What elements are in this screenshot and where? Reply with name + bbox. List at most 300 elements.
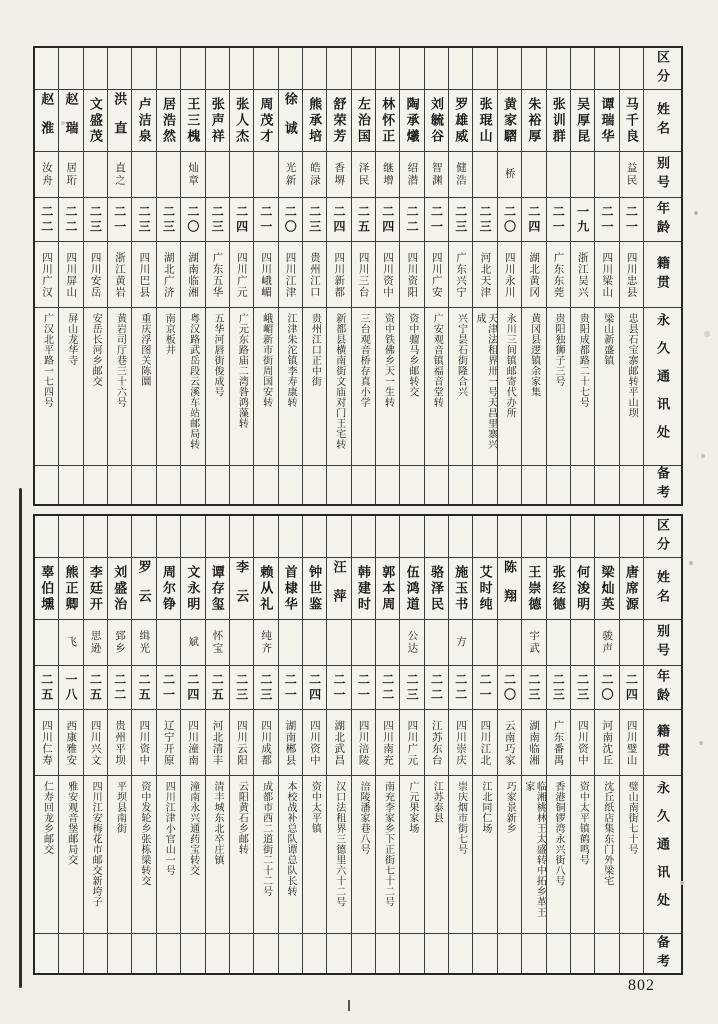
- age-cell: [108, 198, 131, 242]
- name-text: 艾时纯: [477, 564, 493, 613]
- address-cell: [473, 308, 496, 466]
- age-cell: [157, 666, 180, 710]
- alias-text: 光新: [284, 162, 297, 187]
- origin-text: 四川成都: [260, 719, 273, 766]
- notes-cell: [59, 934, 82, 973]
- age-cell: [84, 666, 107, 710]
- notes-cell: [157, 466, 180, 504]
- age-cell: [230, 666, 253, 710]
- address-text: 清丰城东北卒庄镇: [211, 781, 223, 865]
- age-cell: [352, 198, 375, 242]
- name-text: 韩建时: [355, 564, 371, 613]
- age-text: 二四: [526, 204, 541, 235]
- header-column: [643, 516, 681, 973]
- alias-text: 绍潜: [406, 162, 419, 187]
- entry-column: [619, 516, 643, 973]
- age-cell: [352, 666, 375, 710]
- notes-cell: [35, 466, 58, 504]
- name-cell: [303, 90, 326, 152]
- address-cell: [108, 308, 131, 466]
- alias-cell: [254, 152, 277, 198]
- address-cell: [327, 308, 350, 466]
- crease-mark: [348, 1000, 350, 1011]
- origin-cell: [230, 710, 253, 776]
- name-cell: [84, 90, 107, 152]
- category-cell: [132, 48, 155, 90]
- origin-text: 湖南郴县: [284, 719, 297, 766]
- name-text: 周尔铮: [160, 564, 176, 613]
- entry-column: [156, 516, 180, 973]
- age-text: 二四: [332, 204, 346, 235]
- header-cell-category: [644, 48, 681, 90]
- origin-text: 四川新都: [333, 251, 346, 298]
- address-text: 本校战补总队谭总队长转: [285, 781, 297, 897]
- address-text: 仁寿回龙乡邮交: [41, 781, 53, 855]
- address-cell: [279, 308, 302, 466]
- address-cell: [230, 308, 253, 466]
- name-cell: [595, 90, 618, 152]
- origin-cell: [303, 710, 326, 776]
- age-text: 二二: [405, 204, 420, 235]
- category-cell: [327, 516, 350, 558]
- alias-cell: [303, 620, 326, 666]
- origin-cell: [35, 710, 58, 776]
- alias-text: 智渊: [430, 162, 443, 187]
- alias-cell: [376, 152, 399, 198]
- alias-cell: [352, 152, 375, 198]
- address-text: 雅安观音堡邮局交: [65, 781, 77, 865]
- alias-cell: [400, 152, 423, 198]
- age-text: 二一: [624, 204, 639, 235]
- entry-column: [278, 516, 302, 973]
- alias-cell: [449, 620, 472, 666]
- address-text: 重庆浮图关陈圜: [138, 313, 150, 387]
- origin-text: 四川南充: [381, 719, 394, 766]
- origin-cell: [522, 710, 545, 776]
- category-cell: [425, 516, 448, 558]
- alias-cell: [84, 152, 107, 198]
- address-text: 屏山龙华寺: [65, 313, 77, 366]
- name-text: 郭本周: [380, 564, 396, 613]
- age-text: 二二: [112, 672, 127, 703]
- name-text: 刘盛治: [112, 564, 128, 613]
- age-cell: [425, 198, 448, 242]
- address-cell: [84, 308, 107, 466]
- age-cell: [449, 666, 472, 710]
- category-cell: [352, 516, 375, 558]
- origin-cell: [376, 242, 399, 308]
- age-text: 二三: [161, 204, 176, 235]
- notes-cell: [595, 466, 618, 504]
- notes-cell: [279, 934, 302, 973]
- name-cell: [230, 90, 253, 152]
- notes-cell: [376, 466, 399, 504]
- notes-cell: [84, 466, 107, 504]
- origin-cell: [84, 710, 107, 776]
- address-cell: [84, 776, 107, 934]
- alias-text: 汝舟: [40, 162, 53, 187]
- address-cell: [571, 776, 594, 934]
- age-cell: [327, 198, 350, 242]
- age-text: 二一: [332, 672, 346, 703]
- alias-text: 骏声: [601, 630, 614, 655]
- name-cell: [206, 90, 229, 152]
- age-cell: [400, 666, 423, 710]
- category-cell: [59, 516, 82, 558]
- alias-text: 纯齐: [260, 630, 273, 655]
- origin-cell: [498, 242, 521, 308]
- alias-text: 泽民: [357, 162, 370, 187]
- origin-text: 贵州平坝: [114, 719, 127, 766]
- alias-cell: [279, 620, 302, 666]
- name-text: 王崇德: [526, 564, 542, 613]
- address-cell: [157, 308, 180, 466]
- header-cell-origin: [644, 710, 681, 776]
- entry-column: [326, 48, 350, 504]
- name-text: 李云: [234, 559, 250, 618]
- origin-text: 广东番禺: [552, 719, 565, 766]
- name-text: 陶承爔: [404, 96, 420, 145]
- origin-cell: [571, 710, 594, 776]
- name-text: 黄家騽: [502, 96, 518, 145]
- age-text: 二五: [210, 672, 225, 703]
- name-text: 左治国: [355, 96, 371, 145]
- name-cell: [35, 90, 58, 152]
- name-cell: [108, 558, 131, 620]
- category-cell: [449, 48, 472, 90]
- category-cell: [303, 516, 326, 558]
- category-cell: [181, 48, 204, 90]
- age-text: 二一: [599, 204, 614, 235]
- origin-cell: [400, 710, 423, 776]
- origin-cell: [620, 710, 643, 776]
- name-cell: [449, 90, 472, 152]
- address-cell: [498, 308, 521, 466]
- address-cell: [571, 308, 594, 466]
- entry-column: [472, 516, 496, 973]
- category-cell: [376, 516, 399, 558]
- age-cell: [157, 198, 180, 242]
- age-cell: [473, 666, 496, 710]
- alias-cell: [547, 620, 570, 666]
- category-cell: [84, 516, 107, 558]
- category-cell: [230, 516, 253, 558]
- entry-column: [497, 48, 521, 504]
- notes-cell: [425, 934, 448, 973]
- address-cell: [595, 308, 618, 466]
- category-cell: [157, 48, 180, 90]
- header-cell-notes: [644, 934, 681, 973]
- origin-cell: [400, 242, 423, 308]
- origin-cell: [522, 242, 545, 308]
- notes-cell: [59, 466, 82, 504]
- header-cell-origin: [644, 242, 681, 308]
- address-cell: [522, 776, 545, 934]
- address-cell: [595, 776, 618, 934]
- notes-cell: [400, 466, 423, 504]
- category-cell: [132, 516, 155, 558]
- name-text: 陈翔: [502, 559, 518, 618]
- age-text: 二三: [478, 204, 493, 235]
- origin-cell: [108, 710, 131, 776]
- category-cell: [108, 516, 131, 558]
- category-cell: [254, 48, 277, 90]
- category-cell: [449, 516, 472, 558]
- origin-cell: [449, 710, 472, 776]
- notes-cell: [522, 466, 545, 504]
- entry-column: [107, 516, 131, 973]
- notes-cell: [206, 466, 229, 504]
- origin-cell: [35, 242, 58, 308]
- address-cell: [327, 776, 350, 934]
- address-text: 贵州江口正中街: [309, 313, 321, 387]
- address-cell: [620, 308, 643, 466]
- name-text: 刘毓谷: [428, 96, 444, 145]
- age-text: 二四: [624, 672, 639, 703]
- origin-text: 四川资阳: [406, 251, 419, 298]
- origin-cell: [254, 710, 277, 776]
- entry-column: [180, 516, 204, 973]
- origin-cell: [425, 242, 448, 308]
- entry-column: [619, 48, 643, 504]
- origin-text: 四川资中: [138, 719, 151, 766]
- age-cell: [59, 198, 82, 242]
- notes-cell: [327, 934, 350, 973]
- origin-text: 四川云阳: [235, 719, 248, 766]
- origin-text: 四川安岳: [89, 251, 102, 298]
- age-cell: [473, 198, 496, 242]
- category-cell: [498, 516, 521, 558]
- alias-text: 皓渌: [308, 162, 321, 187]
- name-text: 赵淮: [39, 91, 55, 150]
- name-cell: [571, 558, 594, 620]
- origin-text: 四川仁寿: [40, 719, 53, 766]
- name-text: 张琨山: [477, 96, 493, 145]
- origin-text: 河北天津: [479, 251, 492, 298]
- header-cell-age: [644, 666, 681, 710]
- name-text: 汪萍: [331, 559, 347, 618]
- name-cell: [108, 90, 131, 152]
- name-cell: [206, 558, 229, 620]
- name-cell: [449, 558, 472, 620]
- address-text: 天津法租界卅一号天昌里寨兴成: [474, 313, 497, 450]
- origin-cell: [181, 710, 204, 776]
- entry-column: [375, 48, 399, 504]
- alias-cell: [279, 152, 302, 198]
- entry-column: [399, 516, 423, 973]
- address-text: 资中骝马乡邮转交: [406, 313, 418, 397]
- alias-cell: [327, 620, 350, 666]
- origin-cell: [230, 242, 253, 308]
- age-cell: [595, 198, 618, 242]
- alias-cell: [498, 152, 521, 198]
- notes-cell: [132, 466, 155, 504]
- name-cell: [327, 90, 350, 152]
- alias-cell: [376, 620, 399, 666]
- address-cell: [425, 776, 448, 934]
- address-cell: [108, 776, 131, 934]
- age-text: 二三: [258, 672, 273, 703]
- alias-cell: [181, 620, 204, 666]
- alias-text: 健浩: [455, 162, 468, 187]
- entry-column: [253, 48, 277, 504]
- address-text: 南京板井: [163, 313, 175, 355]
- alias-text: 怀宝: [211, 630, 224, 655]
- origin-text: 四川广元: [406, 719, 419, 766]
- name-text: 周茂才: [258, 96, 274, 145]
- origin-text: 四川广汉: [40, 251, 53, 298]
- alias-cell: [571, 620, 594, 666]
- category-cell: [279, 516, 302, 558]
- name-text: 文永明: [185, 564, 201, 613]
- age-text: 二一: [478, 672, 493, 703]
- notes-cell: [498, 934, 521, 973]
- address-text: 璧山南街七十号: [626, 781, 638, 855]
- category-cell: [620, 48, 643, 90]
- header-cell-address: [644, 308, 681, 466]
- origin-text: 广东兴宁: [455, 251, 468, 298]
- age-text: 一八: [64, 672, 79, 703]
- category-cell: [425, 48, 448, 90]
- alias-cell: [84, 620, 107, 666]
- address-text: 三台观音桥存真小学: [358, 313, 370, 408]
- header-label-address: 永久通讯处: [655, 313, 670, 453]
- origin-text: 湖北武昌: [333, 719, 346, 766]
- name-text: 居浩然: [160, 96, 176, 145]
- address-cell: [449, 776, 472, 934]
- alias-cell: [352, 620, 375, 666]
- entry-column: [351, 516, 375, 973]
- category-cell: [254, 516, 277, 558]
- address-cell: [59, 308, 82, 466]
- origin-text: 浙江吴兴: [576, 251, 589, 298]
- origin-text: 贵州江口: [308, 251, 321, 298]
- name-text: 罗雄威: [453, 96, 469, 145]
- origin-text: 广东五华: [211, 251, 224, 298]
- origin-cell: [59, 710, 82, 776]
- age-text: 二一: [429, 204, 444, 235]
- address-text: 汉口法租界三德里六十二号: [333, 781, 345, 907]
- age-text: 二〇: [502, 672, 517, 703]
- name-cell: [400, 558, 423, 620]
- origin-cell: [498, 710, 521, 776]
- alias-cell: [620, 152, 643, 198]
- origin-text: 四川屏山: [65, 251, 78, 298]
- name-text: 徐诚: [282, 91, 298, 150]
- roster-table-top: [33, 46, 683, 506]
- address-text: 资中太平镇鹤鸣号: [577, 781, 589, 865]
- origin-text: 四川忠县: [625, 251, 638, 298]
- origin-text: 四川峨嵋: [260, 251, 273, 298]
- entry-column: [472, 48, 496, 504]
- entry-column: [546, 48, 570, 504]
- notes-cell: [181, 466, 204, 504]
- address-text: 峨嵋新市街周国安转: [260, 313, 272, 408]
- notes-cell: [400, 934, 423, 973]
- alias-cell: [35, 620, 58, 666]
- name-text: 林怀正: [380, 96, 396, 145]
- origin-cell: [279, 710, 302, 776]
- name-text: 钟世鉴: [307, 564, 323, 613]
- age-text: 二三: [210, 204, 225, 235]
- name-cell: [473, 558, 496, 620]
- entry-column: [570, 48, 594, 504]
- header-cell-name: [644, 90, 681, 152]
- age-cell: [206, 198, 229, 242]
- header-label-notes: 备考: [655, 934, 670, 973]
- entry-column: [521, 48, 545, 504]
- age-text: 二一: [283, 672, 298, 703]
- address-text: 广安观音镇福音堂转: [431, 313, 443, 408]
- notes-cell: [108, 934, 131, 973]
- address-cell: [547, 308, 570, 466]
- category-cell: [327, 48, 350, 90]
- page-number: 802: [628, 977, 655, 994]
- category-cell: [400, 516, 423, 558]
- alias-cell: [132, 620, 155, 666]
- address-text: 粤汉路武岳段云溪车站邮局转: [187, 313, 199, 450]
- name-cell: [498, 558, 521, 620]
- name-text: 王三槐: [185, 96, 201, 145]
- alias-cell: [230, 620, 253, 666]
- address-text: 黄冈县逻镇余家集: [528, 313, 540, 397]
- origin-text: 云南巧家: [503, 719, 516, 766]
- name-text: 辜伯壎: [39, 564, 55, 613]
- category-cell: [59, 48, 82, 90]
- origin-text: 浙江黄岩: [114, 251, 127, 298]
- entry-column: [253, 516, 277, 973]
- age-cell: [59, 666, 82, 710]
- origin-text: 四川巴县: [138, 251, 151, 298]
- age-text: 二〇: [502, 204, 517, 235]
- origin-cell: [254, 242, 277, 308]
- name-cell: [352, 90, 375, 152]
- name-cell: [327, 558, 350, 620]
- alias-cell: [571, 152, 594, 198]
- age-cell: [547, 198, 570, 242]
- alias-cell: [522, 152, 545, 198]
- name-cell: [254, 558, 277, 620]
- age-text: 二〇: [283, 204, 298, 235]
- name-cell: [400, 90, 423, 152]
- notes-cell: [327, 466, 350, 504]
- name-cell: [547, 558, 570, 620]
- header-cell-age: [644, 198, 681, 242]
- address-cell: [279, 776, 302, 934]
- address-text: 潼南永兴通药宝转交: [187, 781, 199, 876]
- category-cell: [595, 516, 618, 558]
- alias-cell: [181, 152, 204, 198]
- alias-cell: [303, 152, 326, 198]
- origin-text: 湖南临湘: [528, 719, 541, 766]
- roster-table-bottom: [33, 514, 683, 975]
- age-cell: [620, 198, 643, 242]
- address-cell: [376, 308, 399, 466]
- address-text: 临湘桃林王太盛转中拓乡革王家: [522, 781, 546, 918]
- age-text: 二四: [234, 204, 249, 235]
- address-text: 成都市西二道街二十二号: [260, 781, 272, 897]
- origin-cell: [157, 710, 180, 776]
- age-cell: [279, 666, 302, 710]
- alias-text: 公达: [406, 630, 419, 655]
- entry-column: [594, 516, 618, 973]
- notes-cell: [254, 466, 277, 504]
- notes-cell: [620, 466, 643, 504]
- alias-cell: [473, 152, 496, 198]
- notes-cell: [230, 466, 253, 504]
- entry-column: [570, 516, 594, 973]
- alias-cell: [449, 152, 472, 198]
